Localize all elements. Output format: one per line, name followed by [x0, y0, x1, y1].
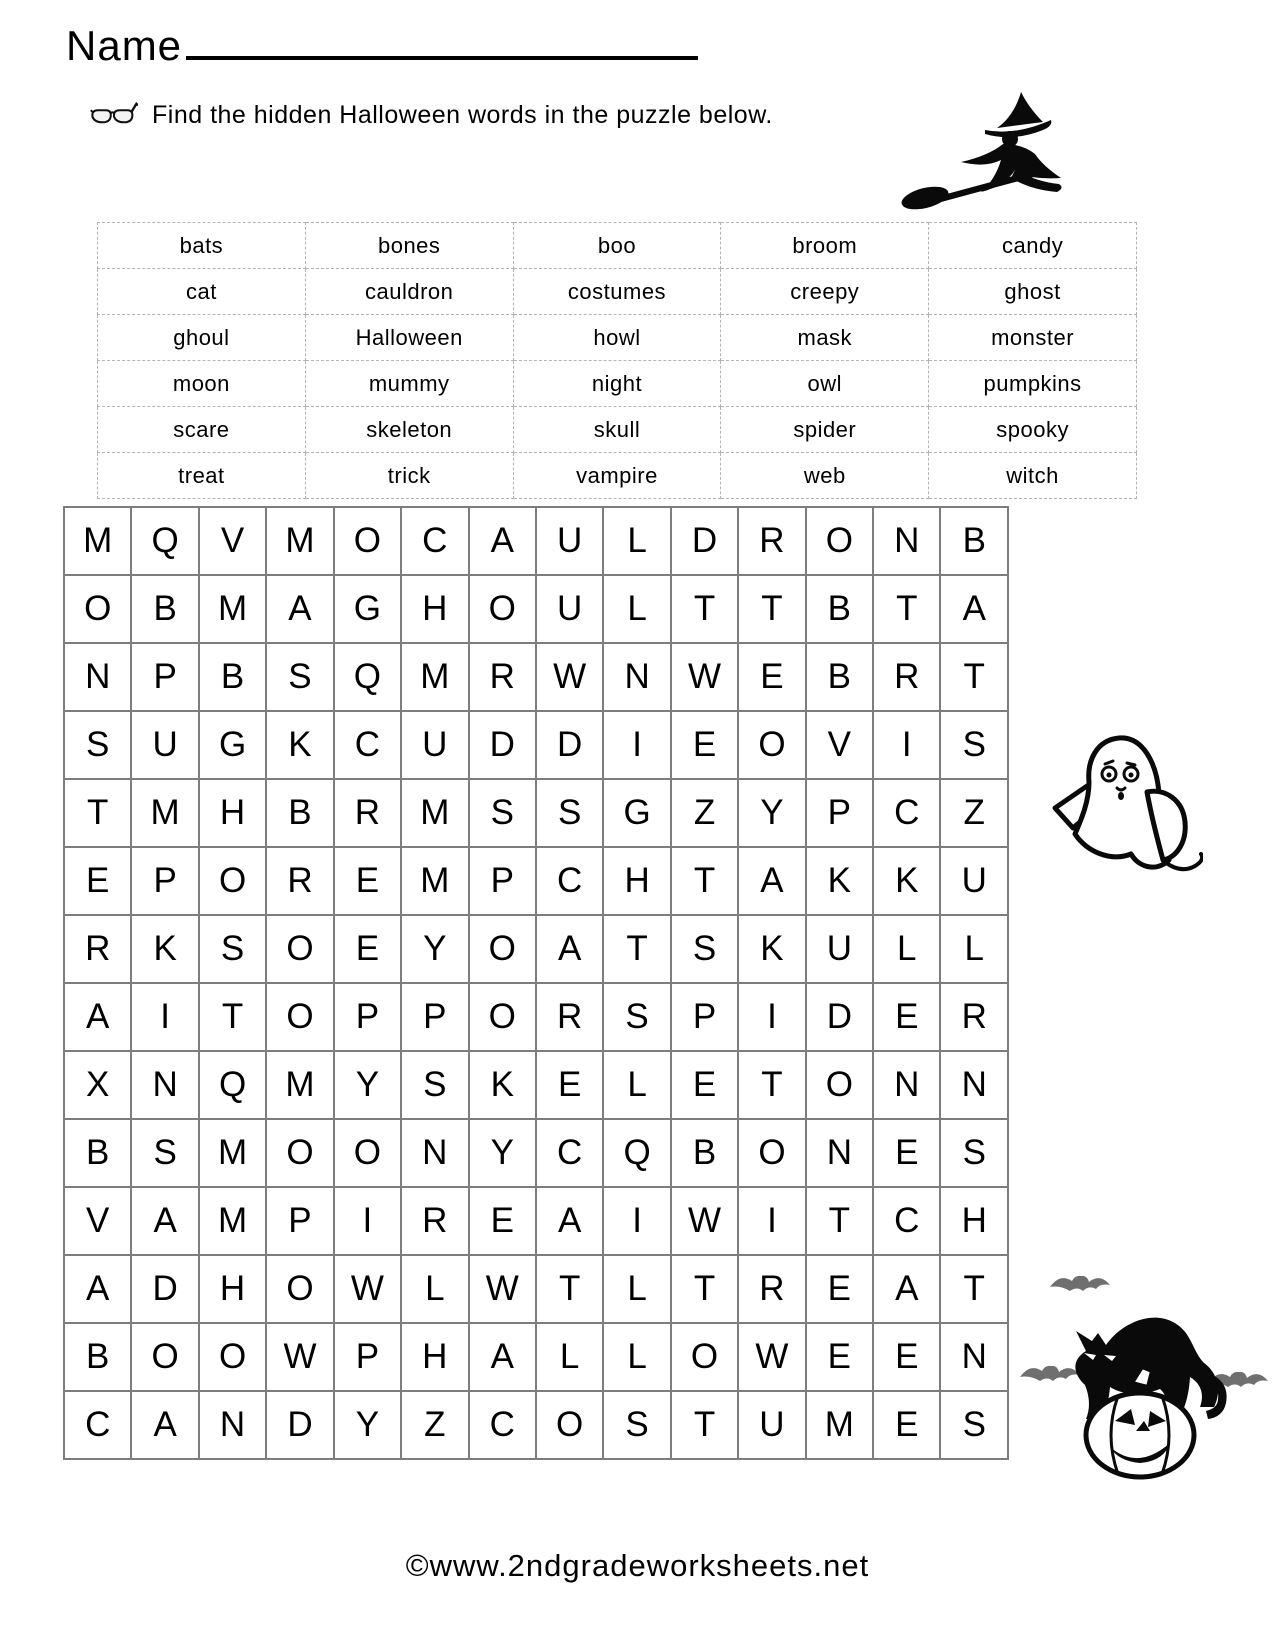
puzzle-cell: C: [873, 779, 940, 847]
puzzle-cell: I: [873, 711, 940, 779]
puzzle-cell: O: [266, 1255, 333, 1323]
puzzle-cell: T: [738, 1051, 805, 1119]
puzzle-cell: D: [131, 1255, 198, 1323]
puzzle-cell: N: [873, 507, 940, 575]
word-bank-word: Halloween: [305, 315, 513, 361]
puzzle-cell: L: [603, 1051, 670, 1119]
puzzle-row: [64, 643, 1008, 711]
puzzle-grid: [63, 506, 1009, 1460]
puzzle-cell: A: [131, 1391, 198, 1459]
puzzle-cell: T: [64, 779, 131, 847]
puzzle-cell: O: [266, 983, 333, 1051]
puzzle-cell: P: [334, 1323, 401, 1391]
puzzle-cell: B: [266, 779, 333, 847]
puzzle-cell: R: [536, 983, 603, 1051]
puzzle-cell: R: [873, 643, 940, 711]
puzzle-cell: H: [401, 575, 468, 643]
puzzle-cell: O: [334, 1119, 401, 1187]
puzzle-cell: T: [199, 983, 266, 1051]
puzzle-cell: Y: [334, 1051, 401, 1119]
puzzle-cell: O: [266, 915, 333, 983]
puzzle-cell: O: [806, 1051, 873, 1119]
name-label: Name: [66, 22, 183, 69]
puzzle-cell: E: [873, 1119, 940, 1187]
puzzle-row: [64, 847, 1008, 915]
puzzle-cell: N: [940, 1323, 1008, 1391]
puzzle-cell: W: [671, 1187, 738, 1255]
puzzle-cell: S: [603, 983, 670, 1051]
puzzle-cell: S: [940, 711, 1008, 779]
word-bank-body: [98, 223, 1137, 499]
puzzle-cell: L: [536, 1323, 603, 1391]
ghost-icon: [1035, 730, 1203, 885]
puzzle-cell: I: [131, 983, 198, 1051]
word-bank-word: spooky: [929, 407, 1137, 453]
glasses-icon: [90, 100, 138, 130]
puzzle-cell: B: [806, 575, 873, 643]
word-bank-word: creepy: [721, 269, 929, 315]
puzzle-cell: R: [64, 915, 131, 983]
puzzle-cell: C: [64, 1391, 131, 1459]
witch-on-broom-icon: [893, 86, 1068, 216]
puzzle-cell: D: [266, 1391, 333, 1459]
word-bank-row: [98, 361, 1137, 407]
puzzle-cell: E: [671, 711, 738, 779]
puzzle-cell: L: [603, 575, 670, 643]
puzzle-cell: O: [469, 983, 536, 1051]
puzzle-cell: A: [469, 507, 536, 575]
puzzle-cell: M: [64, 507, 131, 575]
puzzle-cell: S: [671, 915, 738, 983]
puzzle-cell: P: [131, 847, 198, 915]
puzzle-cell: T: [603, 915, 670, 983]
puzzle-cell: H: [199, 779, 266, 847]
word-bank-word: cat: [98, 269, 306, 315]
puzzle-cell: M: [401, 643, 468, 711]
puzzle-cell: C: [334, 711, 401, 779]
word-bank-word: broom: [721, 223, 929, 269]
puzzle-cell: O: [266, 1119, 333, 1187]
word-bank-row: [98, 223, 1137, 269]
puzzle-cell: D: [671, 507, 738, 575]
puzzle-cell: U: [401, 711, 468, 779]
puzzle-cell: Q: [334, 643, 401, 711]
word-bank: [97, 222, 1137, 499]
puzzle-cell: E: [536, 1051, 603, 1119]
puzzle-cell: W: [266, 1323, 333, 1391]
puzzle-cell: P: [806, 779, 873, 847]
puzzle-cell: L: [401, 1255, 468, 1323]
word-bank-word: ghost: [929, 269, 1137, 315]
puzzle-cell: A: [469, 1323, 536, 1391]
name-blank-line: [186, 18, 698, 60]
puzzle-cell: O: [199, 847, 266, 915]
puzzle-cell: A: [64, 1255, 131, 1323]
puzzle-cell: E: [334, 847, 401, 915]
puzzle-cell: P: [334, 983, 401, 1051]
puzzle-cell: O: [738, 711, 805, 779]
puzzle-cell: Q: [603, 1119, 670, 1187]
puzzle-cell: B: [199, 643, 266, 711]
puzzle-cell: M: [806, 1391, 873, 1459]
puzzle-row: [64, 1119, 1008, 1187]
word-bank-row: [98, 315, 1137, 361]
puzzle-cell: N: [64, 643, 131, 711]
word-bank-row: [98, 453, 1137, 499]
word-bank-word: pumpkins: [929, 361, 1137, 407]
puzzle-cell: P: [671, 983, 738, 1051]
puzzle-cell: E: [738, 643, 805, 711]
puzzle-cell: I: [603, 711, 670, 779]
puzzle-cell: T: [806, 1187, 873, 1255]
puzzle-cell: X: [64, 1051, 131, 1119]
puzzle-cell: S: [266, 643, 333, 711]
puzzle-cell: P: [131, 643, 198, 711]
puzzle-cell: U: [131, 711, 198, 779]
puzzle-cell: A: [536, 915, 603, 983]
puzzle-cell: H: [603, 847, 670, 915]
puzzle-cell: W: [469, 1255, 536, 1323]
puzzle-cell: O: [536, 1391, 603, 1459]
word-bank-word: cauldron: [305, 269, 513, 315]
puzzle-cell: M: [266, 507, 333, 575]
name-row: [66, 18, 698, 70]
puzzle-cell: T: [873, 575, 940, 643]
puzzle-cell: U: [536, 575, 603, 643]
puzzle-cell: E: [671, 1051, 738, 1119]
puzzle-cell: M: [131, 779, 198, 847]
puzzle-cell: B: [131, 575, 198, 643]
puzzle-cell: T: [940, 643, 1008, 711]
puzzle-cell: U: [806, 915, 873, 983]
puzzle-cell: B: [806, 643, 873, 711]
puzzle-cell: Z: [671, 779, 738, 847]
puzzle-cell: L: [873, 915, 940, 983]
puzzle-cell: L: [603, 1323, 670, 1391]
puzzle-cell: C: [401, 507, 468, 575]
puzzle-cell: U: [940, 847, 1008, 915]
puzzle-cell: M: [266, 1051, 333, 1119]
word-bank-word: bats: [98, 223, 306, 269]
puzzle-cell: G: [603, 779, 670, 847]
puzzle-cell: Y: [334, 1391, 401, 1459]
black-cat-pumpkin-icon: [1012, 1255, 1270, 1480]
puzzle-cell: T: [671, 575, 738, 643]
instruction-text: Find the hidden Halloween words in the puzzle below.: [152, 100, 773, 129]
puzzle-cell: S: [536, 779, 603, 847]
footer-credit: ©www.2ndgradeworksheets.net: [405, 1548, 870, 1583]
puzzle-cell: A: [536, 1187, 603, 1255]
puzzle-cell: S: [469, 779, 536, 847]
word-bank-word: owl: [721, 361, 929, 407]
puzzle-cell: E: [469, 1187, 536, 1255]
puzzle-cell: S: [199, 915, 266, 983]
puzzle-cell: E: [806, 1323, 873, 1391]
word-bank-word: howl: [513, 315, 721, 361]
puzzle-cell: M: [199, 1187, 266, 1255]
puzzle-cell: A: [266, 575, 333, 643]
puzzle-cell: T: [671, 1391, 738, 1459]
puzzle-cell: P: [266, 1187, 333, 1255]
puzzle-cell: T: [671, 847, 738, 915]
puzzle-cell: O: [806, 507, 873, 575]
puzzle-cell: R: [334, 779, 401, 847]
puzzle-cell: N: [401, 1119, 468, 1187]
word-bank-word: witch: [929, 453, 1137, 499]
puzzle-cell: Z: [940, 779, 1008, 847]
puzzle-row: [64, 507, 1008, 575]
word-bank-word: mask: [721, 315, 929, 361]
word-bank-word: spider: [721, 407, 929, 453]
puzzle-row: [64, 983, 1008, 1051]
word-bank-word: trick: [305, 453, 513, 499]
puzzle-cell: A: [131, 1187, 198, 1255]
puzzle-cell: B: [64, 1119, 131, 1187]
instruction-row: [90, 100, 773, 130]
puzzle-cell: N: [806, 1119, 873, 1187]
puzzle-cell: K: [738, 915, 805, 983]
puzzle-cell: M: [199, 1119, 266, 1187]
word-bank-word: boo: [513, 223, 721, 269]
puzzle-row: [64, 711, 1008, 779]
puzzle-cell: K: [469, 1051, 536, 1119]
puzzle-cell: T: [940, 1255, 1008, 1323]
puzzle-cell: K: [131, 915, 198, 983]
puzzle-cell: O: [469, 915, 536, 983]
puzzle-cell: R: [738, 1255, 805, 1323]
puzzle-row: [64, 575, 1008, 643]
puzzle-cell: P: [401, 983, 468, 1051]
word-bank-word: bones: [305, 223, 513, 269]
word-bank-word: scare: [98, 407, 306, 453]
puzzle-row: [64, 1051, 1008, 1119]
puzzle-cell: K: [806, 847, 873, 915]
puzzle-cell: O: [738, 1119, 805, 1187]
puzzle-cell: O: [469, 575, 536, 643]
puzzle-cell: S: [940, 1119, 1008, 1187]
word-bank-word: monster: [929, 315, 1137, 361]
puzzle-cell: U: [738, 1391, 805, 1459]
puzzle-cell: Q: [199, 1051, 266, 1119]
puzzle-cell: Y: [738, 779, 805, 847]
puzzle-row: [64, 915, 1008, 983]
word-bank-word: vampire: [513, 453, 721, 499]
puzzle-cell: E: [806, 1255, 873, 1323]
word-bank-row: [98, 407, 1137, 453]
puzzle-cell: P: [469, 847, 536, 915]
puzzle-cell: E: [873, 983, 940, 1051]
puzzle-cell: Y: [469, 1119, 536, 1187]
puzzle-row: [64, 1391, 1008, 1459]
puzzle-cell: E: [873, 1391, 940, 1459]
puzzle-cell: A: [940, 575, 1008, 643]
puzzle-cell: T: [536, 1255, 603, 1323]
puzzle-cell: I: [603, 1187, 670, 1255]
puzzle-cell: W: [671, 643, 738, 711]
puzzle-cell: Z: [401, 1391, 468, 1459]
puzzle-cell: O: [199, 1323, 266, 1391]
puzzle-cell: Q: [131, 507, 198, 575]
puzzle-row: [64, 1255, 1008, 1323]
word-bank-word: costumes: [513, 269, 721, 315]
puzzle-cell: N: [940, 1051, 1008, 1119]
puzzle-cell: U: [536, 507, 603, 575]
word-bank-word: ghoul: [98, 315, 306, 361]
word-bank-row: [98, 269, 1137, 315]
puzzle-cell: T: [671, 1255, 738, 1323]
word-bank-word: skull: [513, 407, 721, 453]
word-bank-word: night: [513, 361, 721, 407]
puzzle-cell: M: [401, 779, 468, 847]
puzzle-cell: S: [131, 1119, 198, 1187]
puzzle-cell: V: [806, 711, 873, 779]
puzzle-cell: H: [199, 1255, 266, 1323]
puzzle-cell: R: [266, 847, 333, 915]
puzzle-cell: V: [199, 507, 266, 575]
word-bank-word: web: [721, 453, 929, 499]
puzzle-cell: R: [940, 983, 1008, 1051]
puzzle-cell: O: [671, 1323, 738, 1391]
puzzle-cell: G: [199, 711, 266, 779]
puzzle-cell: N: [603, 643, 670, 711]
puzzle-cell: N: [873, 1051, 940, 1119]
puzzle-cell: T: [738, 575, 805, 643]
puzzle-cell: A: [873, 1255, 940, 1323]
word-bank-word: treat: [98, 453, 306, 499]
puzzle-cell: R: [738, 507, 805, 575]
puzzle-cell: H: [401, 1323, 468, 1391]
puzzle-cell: C: [873, 1187, 940, 1255]
puzzle-cell: S: [401, 1051, 468, 1119]
word-bank-word: candy: [929, 223, 1137, 269]
puzzle-cell: O: [334, 507, 401, 575]
puzzle-cell: W: [334, 1255, 401, 1323]
puzzle-cell: I: [738, 983, 805, 1051]
puzzle-cell: Y: [401, 915, 468, 983]
puzzle-cell: C: [536, 847, 603, 915]
puzzle-cell: B: [940, 507, 1008, 575]
puzzle-cell: A: [64, 983, 131, 1051]
puzzle-row: [64, 1323, 1008, 1391]
puzzle-cell: O: [64, 575, 131, 643]
puzzle-cell: B: [671, 1119, 738, 1187]
puzzle-cell: D: [806, 983, 873, 1051]
puzzle-cell: K: [266, 711, 333, 779]
puzzle-cell: S: [940, 1391, 1008, 1459]
puzzle-cell: S: [603, 1391, 670, 1459]
puzzle-cell: L: [603, 1255, 670, 1323]
puzzle-cell: W: [536, 643, 603, 711]
puzzle-cell: G: [334, 575, 401, 643]
puzzle-cell: I: [738, 1187, 805, 1255]
puzzle-cell: N: [131, 1051, 198, 1119]
puzzle-cell: K: [873, 847, 940, 915]
puzzle-cell: E: [334, 915, 401, 983]
puzzle-cell: I: [334, 1187, 401, 1255]
puzzle-cell: E: [873, 1323, 940, 1391]
puzzle-cell: V: [64, 1187, 131, 1255]
puzzle-cell: N: [199, 1391, 266, 1459]
puzzle-grid-body: [64, 507, 1008, 1459]
puzzle-cell: S: [64, 711, 131, 779]
puzzle-cell: H: [940, 1187, 1008, 1255]
puzzle-row: [64, 779, 1008, 847]
puzzle-cell: C: [469, 1391, 536, 1459]
puzzle-cell: L: [940, 915, 1008, 983]
puzzle-cell: E: [64, 847, 131, 915]
puzzle-cell: R: [469, 643, 536, 711]
puzzle-cell: L: [603, 507, 670, 575]
puzzle-row: [64, 1187, 1008, 1255]
puzzle-cell: C: [536, 1119, 603, 1187]
word-bank-word: mummy: [305, 361, 513, 407]
puzzle-cell: B: [64, 1323, 131, 1391]
puzzle-cell: W: [738, 1323, 805, 1391]
puzzle-cell: M: [401, 847, 468, 915]
puzzle-cell: D: [469, 711, 536, 779]
puzzle-cell: R: [401, 1187, 468, 1255]
word-bank-word: moon: [98, 361, 306, 407]
puzzle-cell: D: [536, 711, 603, 779]
puzzle-cell: A: [738, 847, 805, 915]
word-bank-word: skeleton: [305, 407, 513, 453]
puzzle-cell: M: [199, 575, 266, 643]
puzzle-cell: O: [131, 1323, 198, 1391]
